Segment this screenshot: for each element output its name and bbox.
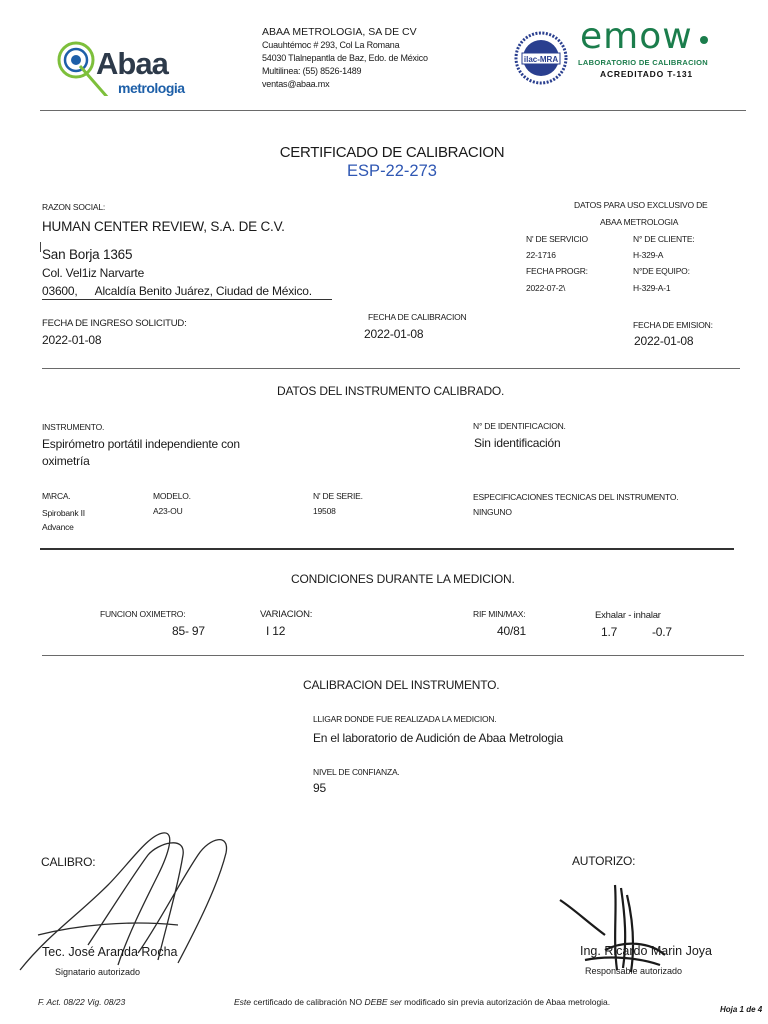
- company-phone: Multilinea: (55) 8526-1489: [262, 66, 362, 76]
- funcion-oximetro-label: FUNCION OXIMETRO:: [100, 609, 186, 619]
- svg-text:ilac-MRA: ilac-MRA: [523, 55, 559, 64]
- cliente-value: H-329-A: [633, 250, 664, 260]
- certificate-code: ESP-22-273: [347, 162, 437, 180]
- divider-instrument: [42, 368, 740, 369]
- abaa-logo-word: Abaa: [96, 46, 168, 81]
- identificacion-label: N° DE IDENTIFICACION.: [473, 421, 566, 431]
- footer-note-3: DEBE ser: [364, 997, 402, 1007]
- footer-note-2: certificado de calibración NO: [253, 997, 363, 1007]
- identificacion-value: Sin identificación: [474, 436, 561, 450]
- variacion-label: VARIACION:: [260, 609, 313, 620]
- autorizo-name: Ing. Ricardo Marin Joya: [580, 944, 713, 958]
- ilac-mra-seal: [514, 31, 568, 85]
- autorizo-label: AUTORIZO:: [572, 854, 636, 868]
- company-name: ABAA METROLOGIA, SA DE CV: [262, 26, 417, 38]
- emow-logo: [578, 16, 718, 86]
- fecha-ingreso-value: 2022-01-08: [42, 333, 102, 347]
- calibro-role: Signatario autorizado: [55, 967, 141, 977]
- company-address-1: Cuauhtémoc # 293, Col La Romana: [262, 40, 400, 50]
- abaa-logo-sub: metrologia: [118, 80, 185, 96]
- modelo-label: MODELO.: [153, 491, 191, 501]
- client-city: Alcaldía Benito Juárez, Ciudad de México.: [94, 284, 312, 298]
- abaa-logo: [50, 34, 200, 104]
- modelo-value: A23-OU: [153, 506, 183, 516]
- footer-note-4: modificado sin previa autorización de Abaa metrologia.: [404, 997, 611, 1007]
- marca-value-2: Advance: [42, 522, 74, 532]
- especificaciones-value: NINGUNO: [473, 507, 512, 517]
- servicio-label: N' DE SERVICIO: [526, 234, 588, 244]
- divider-conditions: [40, 548, 734, 550]
- exhalar-value: 1.7: [601, 625, 618, 639]
- text-cursor-mark: [40, 242, 41, 252]
- fecha-calibracion-value: 2022-01-08: [364, 327, 424, 341]
- lugar-value: En el laboratorio de Audición de Abaa Metrologia: [313, 731, 563, 745]
- rif-value: 40/81: [497, 624, 527, 638]
- fecha-emision-value: 2022-01-08: [634, 334, 694, 348]
- nivel-confianza-label: NIVEL DE C0NFIANZA.: [313, 767, 400, 777]
- marca-value-1: Spirobank II: [42, 508, 85, 518]
- inhalar-value: -0.7: [652, 625, 672, 639]
- emow-lab-label: LABORATORIO DE CALIBRACION: [578, 58, 709, 67]
- funcion-oximetro-value: 85- 97: [172, 624, 205, 638]
- form-code: F. Act. 08/22 Vig. 08/23: [38, 997, 126, 1007]
- equipo-value: H-329-A-1: [633, 283, 671, 293]
- nivel-confianza-value: 95: [313, 781, 326, 795]
- emow-accreditation: ACREDITADO T-131: [600, 69, 693, 79]
- instrumento-value-2: oximetría: [42, 454, 90, 468]
- instrumento-value-1: Espirómetro portátil independiente con: [42, 437, 240, 451]
- fecha-emision-label: FECHA DE EMISION:: [633, 320, 713, 330]
- fecha-calibracion-label: FECHA DE CALIBRACION: [368, 312, 467, 322]
- especificaciones-label: ESPECIFICACIONES TECNICAS DEL INSTRUMENTO.: [473, 492, 679, 502]
- autorizo-signature: [555, 880, 675, 975]
- razon-social-label: RAZON SOCIAL:: [42, 202, 106, 212]
- cliente-label: N° DE CLIENTE:: [633, 234, 695, 244]
- serie-value: 19508: [313, 506, 336, 516]
- certificate-title: CERTIFICADO DE CALIBRACION: [279, 144, 505, 161]
- serie-label: N' DE SERIE.: [313, 491, 363, 501]
- instrument-section-title: DATOS DEL INSTRUMENTO CALIBRADO.: [277, 384, 505, 398]
- exhalar-inhalar-label: Exhalar - inhalar: [595, 610, 661, 621]
- header-divider: [40, 110, 746, 111]
- servicio-value: 22-1716: [526, 250, 556, 260]
- exclusive-title-2: ABAA METROLOGIA: [600, 217, 679, 227]
- footer-note-1: Este: [234, 997, 252, 1007]
- page-number: Hoja 1 de 4: [720, 1005, 763, 1014]
- company-contact: [262, 26, 428, 91]
- emow-dot: [700, 36, 708, 44]
- exclusive-title-1: DATOS PARA USO EXCLUSIVO DE: [574, 200, 708, 210]
- calibro-label: CALIBRO:: [41, 855, 96, 869]
- equipo-label: N°DE EQUIPO:: [633, 266, 690, 276]
- client-street: San Borja 1365: [42, 247, 133, 262]
- marca-label: M\RCA.: [42, 491, 71, 501]
- client-colonia: Col. Vel1iz Narvarte: [42, 266, 145, 280]
- emow-logo-word: emow: [580, 16, 693, 57]
- fecha-prog-value: 2022-07-2\: [526, 283, 566, 293]
- client-cp: 03600,: [42, 284, 78, 298]
- variacion-value: I 12: [266, 624, 286, 638]
- fecha-ingreso-label: FECHA DE INGRESO SOLICITUD:: [42, 318, 187, 329]
- footer-note: [234, 997, 610, 1007]
- calibration-section-title: CALIBRACION DEL INSTRUMENTO.: [303, 678, 500, 692]
- calibro-name: Tec. José Aranda Rocha: [42, 945, 178, 959]
- rif-label: RIF MIN/MAX:: [473, 609, 526, 619]
- company-address-2: 54030 Tlalnepantla de Baz, Edo. de México: [262, 53, 428, 63]
- client-city-line: [42, 284, 332, 300]
- autorizo-role: Responsable autorizado: [585, 966, 683, 976]
- razon-social-value: HUMAN CENTER REVIEW, S.A. DE C.V.: [42, 219, 285, 234]
- company-email: ventas@abaa.mx: [262, 79, 330, 89]
- conditions-section-title: CONDICIONES DURANTE LA MEDICION.: [291, 572, 515, 586]
- fecha-prog-label: FECHA PROGR:: [526, 266, 588, 276]
- lugar-label: LLIGAR DONDE FUE REALIZADA LA MEDICION.: [313, 714, 497, 724]
- divider-calibration: [42, 655, 744, 656]
- instrumento-label: INSTRUMENTO.: [42, 422, 105, 432]
